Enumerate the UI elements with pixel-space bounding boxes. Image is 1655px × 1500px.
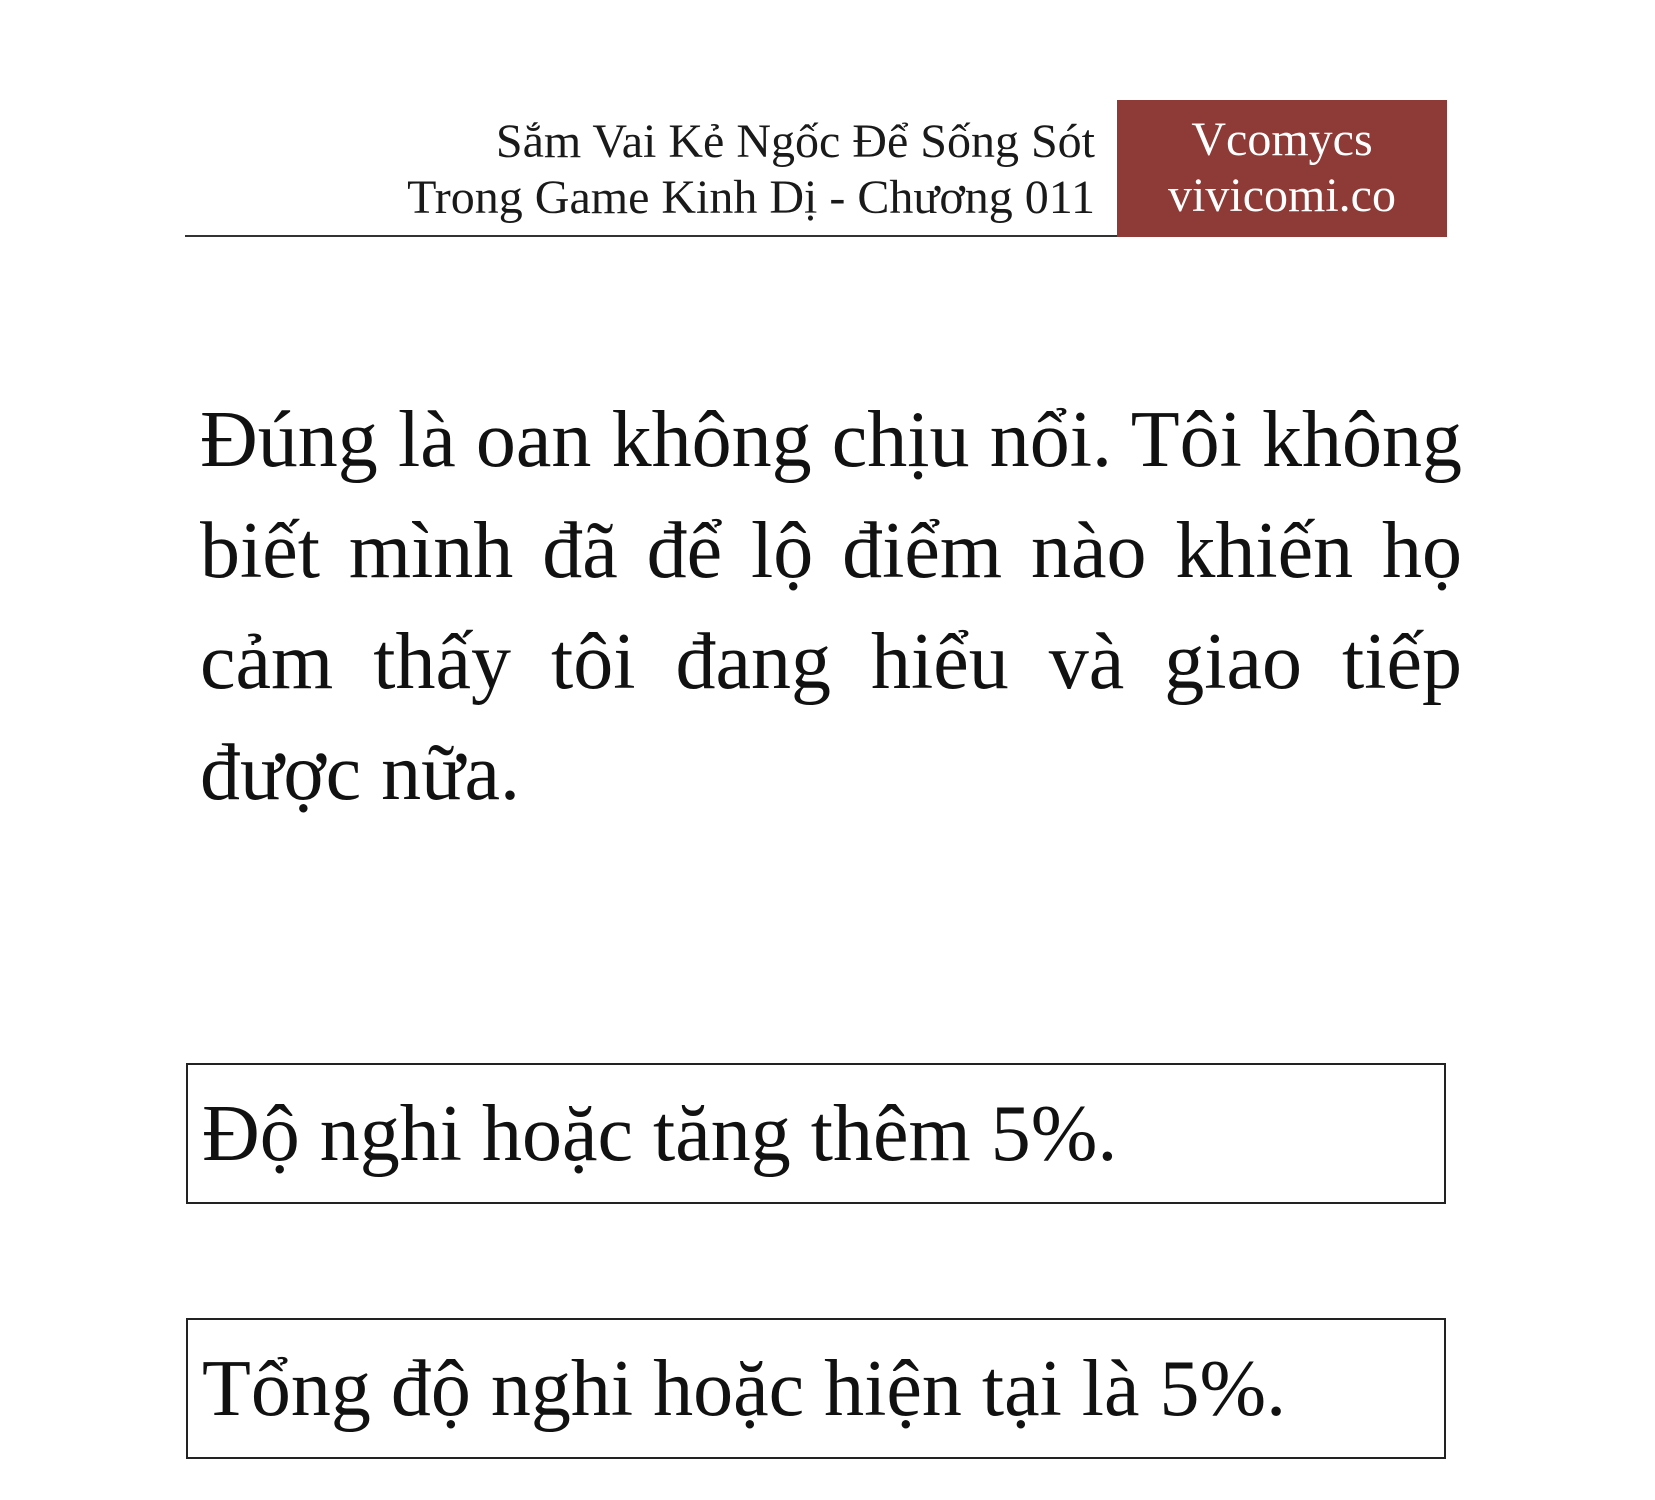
system-notice-text: Độ nghi hoặc tăng thêm 5%.	[202, 1089, 1118, 1178]
page-header	[185, 100, 1445, 236]
brand-name: Vcomycs	[1191, 113, 1373, 166]
system-notice-box	[186, 1318, 1446, 1459]
system-notice-text: Tổng độ nghi hoặc hiện tại là 5%.	[202, 1344, 1287, 1433]
chapter-title-line-1: Sắm Vai Kẻ Ngốc Để Sống Sót	[495, 115, 1095, 168]
chapter-title-line-2: Trong Game Kinh Dị - Chương 011	[407, 171, 1095, 224]
system-notice-box	[186, 1063, 1446, 1204]
brand-badge	[1117, 100, 1447, 237]
header-divider	[185, 235, 1117, 237]
narration-paragraph: Đúng là oan không chịu nổi. Tôi không biết mình đã để lộ điểm nào khiến họ cảm thấy tôi đang hiểu và giao tiếp được nữa.	[200, 396, 1462, 817]
brand-site: vivicomi.co	[1168, 169, 1396, 222]
chapter-title	[407, 114, 1095, 226]
